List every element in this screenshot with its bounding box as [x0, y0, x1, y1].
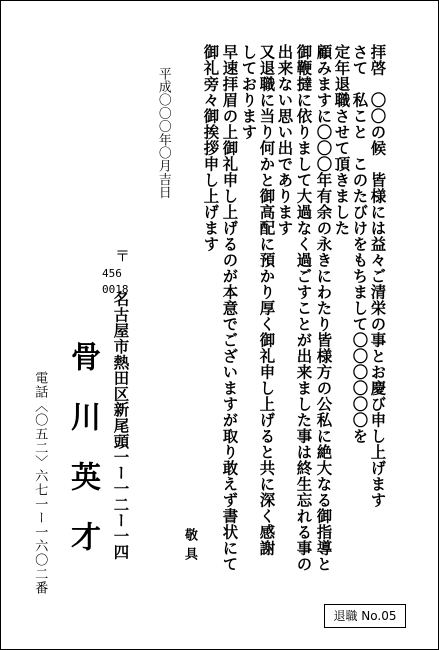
- letter-line-4: 顧みますに〇〇〇年有余の永きにわたり皆様方の公私に絶大なる御指導と: [314, 44, 333, 572]
- sender-address: 名古屋市熱田区新尾頭一ー一二ー一四: [111, 291, 130, 560]
- template-number-badge: 退職 No.05: [324, 604, 406, 628]
- letter-date: 平成〇〇〇年〇月吉日: [155, 67, 171, 199]
- sender-phone: 電話〈〇五二〉六七一ー一六〇二番: [32, 371, 48, 595]
- letter-line-7: 又退職に当り何かと御高配に預かり厚く御礼申し上げると共に深く感謝: [257, 44, 276, 556]
- postal-code-upper: 456: [102, 267, 122, 280]
- letter-line-2: さて 私こと このたびけをもちまして〇〇〇〇〇〇を: [350, 44, 369, 444]
- letter-line-8: しております: [239, 44, 258, 140]
- letter-line-3: 定年退職させて頂きました: [332, 44, 351, 236]
- postal-mark: 〒: [115, 247, 131, 265]
- postal-code-lower: 0018: [102, 283, 129, 296]
- letter-line-1: 拝啓 〇〇の候 皆様には益々ご清栄の事とお慶び申し上げます: [368, 44, 387, 508]
- letter-line-10: 御礼旁々御挨拶申し上げます: [201, 44, 220, 252]
- letter-line-9: 早速拝眉の上御礼申し上げるのが本意でございますが取り敢えず書状にて: [220, 44, 239, 572]
- sender-name: 骨川英才: [65, 341, 100, 581]
- letter-line-6: 出来ない思い出であります: [275, 44, 294, 236]
- closing-keigu: 敬具: [182, 528, 197, 566]
- letter-line-5: 御鞭撻に依りまして大過なく過ごすことが出来ました事は終生忘れる事の: [294, 44, 313, 572]
